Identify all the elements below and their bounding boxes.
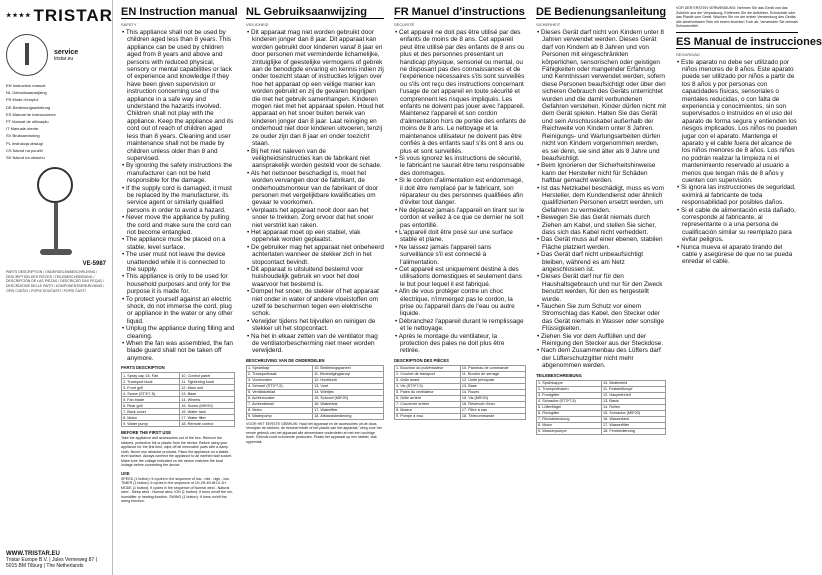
table-row: 9. Wasserpumpe 18. Fernbedienung [537,428,666,434]
safety-heading: VEILIGHEID [246,22,269,27]
safety-bullet: • Débranchez l'appareil durant le remplissage et le nettoyage. [395,317,524,333]
safety-bullet: • De gebruiker mag het apparaat niet onbeheerd achterlaten wanneer de stekker zich in het stopcontact bevindt. [247,243,384,266]
cover-column [0,0,113,575]
parts-heading: PARTS DESCRIPTION [121,365,165,371]
use-heading: USE [121,470,130,476]
table-row: 1. Spray cap 15. Fan 10. Control panel [122,373,235,379]
table-row: 2. Crochet de transport 11. Bouton de serrage [395,371,526,377]
safety-bullet: • Si el cable de alimentación está dañado, corresponde al fabricante, al representante o a una persona de cualificación similar su reemplazo para evitar peligros. [677,206,796,244]
parts-heading: BESCHRIJVING VAN DE ONDERDELEN [246,357,325,363]
table-row: 1. Sproeikap 10. Bedieningspaneel [247,365,384,371]
safety-bullet: • This appliance shall not be used by children aged less than 8 years. This appliance can be used by children aged from 8 years and above and persons with reduced physical, sensory or mental capabilities or lack of experience and knowledge if they have been given supervision or instruction concerning use of the appliance in a safe way and understand the hazards involved. Children shall not play with the appliance. Keep the appliance and its cord out of reach of children aged less than 8 years. Cleaning and user maintenance shall not be made by children unless older than 8 and supervised. [122,29,234,162]
product-image [35,167,77,259]
safety-bullet: • Ne déplacez jamais l'appareil en tirant sur le cordon et veillez à ce que ce dernier ne soit pas entortillé. [395,206,525,229]
use-text: SPEED (1 button): It cycles in the sequence of low - mid - high - low. TIMER (1 button): It cycles in the sequence of 1H-2H-4H-8H-0-1H. MODE (1 button): It cycles in the sequence of Normal wind - Natural wind - Sleep wind - Normal wind. ION (1 button): It turns on/off the ion, humidifier or heating function. SWING (1 button): It turns on/off the swing function. [121,476,233,504]
table-row: 4. Schraube (ST3*7,5) 13. Basis [537,398,666,404]
table-row: 4. Schroef (ST3*7,5) 13. Voet [247,383,384,389]
table-row: 7. Achterdeksel 16. Watertank [247,401,384,407]
table-row: 8. Motor 17. Water filter [122,415,235,421]
safety-bullet: • Si le cordon d'alimentation est endommagé, il doit être remplacé par le fabricant, son réparateur ou des personnes qualifiées afin d'éviter tout danger. [395,177,524,207]
table-row: 8. Motor 17. Wasserfilter [537,422,666,428]
table-row: 4. Vis (ST3*7,5) 13. Base [395,383,526,389]
table-row: 5. Fan blade 14. Wheels [122,397,235,403]
safety-bullet: • Après le montage du ventilateur, la protection des pales ne doit plus être retirée. [395,332,505,355]
language-item: DE Bedienungsanleitung [6,104,51,110]
safety-bullet: • Tauchen Sie zum Schutz vor einem Stromschlag das Kabel, den Stecker oder das Gerät niemals in Wasser oder sonstige Flüssigkeiten. [537,303,664,333]
safety-bullet: • Ziehen Sie vor dem Auffüllen und der Reinigung den Stecker aus der Steckdose. [537,332,664,348]
language-item: FR Mode d'emploi [6,97,39,103]
section-nl [242,0,388,575]
table-row: 4. Screw (ST3*7.5) 13. Base [122,391,235,397]
language-item: EN Instruction manual [6,83,46,88]
parts-table [246,365,384,420]
section-title: EN Instruction manual [121,6,238,18]
before-use-text: Take the appliance and accessories out of the box. Remove the stickers, protective foil or plastic from the device. Before using your appliance for the first time, wipe off all removable parts with a damp cloth. Never use abrasive products. Place the appliance on a stable, level surface. Always connect the appliance to an earthed wall socket. Make sure the voltage indicated on the device matches the local voltage before connecting the device. [121,436,233,468]
table-row: 3. Frontgitter 12. Haupteinheit [537,392,666,398]
table-row: 1. Sprühkappe 10. Bedienfeld [537,380,666,386]
parts-table [121,372,235,427]
model-number: VE-5987 [82,261,106,268]
table-row: 3. Voorrooster 12. Hoofdunit [247,377,384,383]
safety-bullet: • Si ignora las instrucciones de seguridad, eximirá al fabricante de toda responsabilidad por posibles daños. [677,184,796,207]
table-row: 5. Ventilatorblad 14. Wieltjes [247,389,384,395]
table-row: 8. Moteur 17. Filtre à eau [395,407,526,413]
table-row: 9. Pompe à eau 18. Télécommande [395,413,526,419]
language-item: CS Návod na použití [6,147,43,153]
safety-bullet: • Dit apparaat mag niet worden gebruikt door kinderen jonger dan 8 jaar. Dit apparaat kan worden gebruikt door kinderen vanaf 8 jaar en door personen met verminderde lichamelijke, zintuiglijke of geestelijke vermogens of gebrek aan de benodigde ervaring en kennis indien zij onder toezicht staan of instructies krijgen over hoe het apparaat op een veilige manier kan worden gebruikt en zij de gevaren begrijpen die met het gebruik samenhangen. Kinderen mogen niet met het apparaat spelen. Houd het apparaat en het snoer buiten bereik van kinderen jonger dan 8 jaar. Laat reiniging en onderhoud niet door kinderen uitvoeren, tenzij ze ouder zijn dan 8 jaar en onder toezicht staan. [247,29,384,148]
language-item: PL Instrukcja obsługi [6,140,43,146]
language-item: PT Manual de utilização [6,119,49,125]
table-row: 9. Water pump 18. Remote control [122,421,235,427]
table-row: 2. Transport hook 11. Tightening knob [122,379,235,385]
de-text: VOR DER ERSTEN VERWENDUNG: Nehmen Sie das Gerät und das Zubehör aus der Verpackung. Entfernen Sie die Aufkleber, Schutzfolie oder das Plastik vom Gerät. Wischen Sie vor der ersten Verwendung des Geräts alle abnehmbaren Teile mit einem feuchten Tuch ab. Verwenden Sie niemals Scheuermittel. [676,6,798,28]
section-de [532,0,670,575]
safety-bullet: • Si vous ignorez les instructions de sécurité, le fabricant ne saurait être tenu responsable des dommages. [395,154,525,177]
brand-logo [6,6,113,26]
safety-heading: SÉCURITÉ [394,22,415,27]
fan-icon [6,34,48,76]
safety-bullet: • Cet appareil ne doit pas être utilisé par des enfants de moins de 8 ans. Cet appareil peut être utilisé par des enfants de 8 ans ou plus et des personnes présentant un handicap physique, sensoriel ou mental, ou ne disposant pas des connaissances et de l'expérience nécessaires s'ils sont surveillés ou s'ils ont reçu des instructions concernant l'usage de cet appareil en toute sécurité et comprennent les risques impliqués. Les enfants ne doivent pas jouer avec l'appareil. Maintenez l'appareil et son cordon d'alimentation hors de portée des enfants de moins de 8 ans. Le nettoyage et la maintenance utilisateur ne doivent pas être confiés à des enfants sauf s'ils ont 8 ans ou plus et sont surveillés. [395,29,526,155]
parts-table [536,380,666,435]
section-fr [390,0,530,575]
table-row: 2. Transporthaak 11. Bevestigingsknop [247,371,384,377]
safety-bullet: • The user must not leave the device unattended while it is connected to the supply. [122,251,226,273]
safety-bullet: • Cet appareil est uniquement destiné à des utilisations domestiques et seulement dans le but pour lequel il est fabriqué. [395,266,522,288]
service-badge [6,34,106,76]
safety-bullet: • Dit apparaat is uitsluitend bestemd voor huishoudelijk gebruik en voor het doel waarvoor het bestemd is. [247,266,364,288]
table-row: 8. Motor 17. Waterfilter [247,407,384,413]
section-en [117,0,239,575]
table-row: 6. Rückgitter 15. Schraube (M5*20) [537,410,666,416]
table-row: 5. Pales du ventilateur 14. Roues [395,389,526,395]
safety-bullet: • Het apparaat moet op een stabiel, vlak oppervlak worden geplaatst. [247,228,361,244]
parts-heading: TEILEBESCHREIBUNG [536,372,582,378]
safety-bullet: • Dompel het snoer, de stekker of het apparaat niet onder in water of andere vloeistoffen om uzelf te beschermen tegen een elektrische schok. [247,288,379,318]
safety-bullet: • Das Gerät muss auf einer ebenen, stabilen Fläche platziert werden. [537,236,663,251]
company-address: Tristar Europe B.V. | Jules Verneweg 87 | 5015 BM Tilburg | The Netherlands [6,557,97,569]
language-item: SV Bruksanvisning [6,133,40,139]
safety-bullet: • Nach dem Zusammenbau des Lüfters darf der Lüfterschutzgitter nicht mehr abgenommen werden. [537,347,661,370]
safety-bullet: • Nunca mueva el aparato tirando del cable y asegúrese de que no se pueda enredar el cable. [677,243,793,266]
footer [6,551,106,569]
safety-bullet: • Dieses Gerät darf nicht von Kindern unter 8 Jahren verwendet werden. Dieses Gerät darf von Kindern ab 8 Jahren und von Personen mit eingeschränkten körperlichen, sensorischen oder geistigen Fähigkeiten oder mangelnder Erfahrung und Kenntnissen verwendet werden, sofern diese Personen beaufsichtigt oder über den sicheren Gebrauch des Geräts unterrichtet wurden und die damit verbundenen Gefahren verstehen. Kinder dürfen nicht mit dem Gerät spielen. Halten Sie das Gerät und sein Anschlusskabel außerhalb der Reichweite von Kindern unter 8 Jahren. Reinigungs- und Wartungsarbeiten dürfen nicht von Kindern vorgenommen werden, es sei denn, sie sind älter als 8 Jahre und beaufsichtigt. [537,29,666,162]
safety-heading: SEGURIDAD [676,51,700,57]
nl-text: VOOR HET EERSTE GEBRUIK: Haal het apparaat en de accessoires uit de doos. Verwijder de stickers, de beschermfolie of het plastic van het apparaat. Veeg voor het eerste gebruik van het apparaat alle afneembare onderdelen af met een vochtige doek. Gebruik nooit schurende producten. Plaats het apparaat op een stabiel, vlak oppervlak. [246,421,382,444]
safety-bullet: • Ne laissez jamais l'appareil sans surveillance s'il est connecté à l'alimentation. [395,243,492,266]
safety-bullet: • Na het in elkaar zetten van de ventilator mag de ventilatorbescherming niet meer worden verwijderd. [247,332,378,355]
safety-bullet: • Das Gerät darf nicht unbeaufsichtigt bleiben, während es am Netz angeschlossen ist. [537,251,643,273]
table-row: 2. Transporthaken 11. Feststellknopf [537,386,666,392]
parts-table [394,365,526,420]
language-item: IT Manuale utente [6,126,39,132]
brand-stars: ★★★★ [6,13,32,19]
safety-heading: SAFETY [121,22,137,27]
product-note: PARTS DESCRIPTION / ONDERDELENBESCHRIJVING / DESCRIPTION DES PIÈCES / TEILEBESCHREIBUNG / DESCRIPCIÓN DE LAS PIEZAS / DESCRIÇÃO DAS PEÇAS / DESCRIZIONE DELLE PARTI / KOMPONENTBESKRIVNING / OPIS CZĘŚCI / POPIS SOUČÁSTÍ / POPIS ČASTÍ [6,270,105,293]
section-title: FR Manuel d'instructions [394,6,525,18]
table-row: 6. Achterrooster 15. Schroef (M5*20) [247,395,384,401]
table-row: 5. Lüfterflügel 14. Rollen [537,404,666,410]
language-item: NL Gebruiksaanwijzing [6,90,47,96]
table-row: 3. Grille avant 12. Unité principale [395,377,526,383]
language-item: ES Manual de instrucciones [6,111,56,117]
service-sub: tristar.eu [54,55,74,62]
safety-heading: SICHERHEIT [536,22,561,27]
service-label: service [54,48,79,56]
safety-bullet: • Ist das Netzkabel beschädigt, muss es vom Hersteller, dem Kundendienst oder ähnlich qualifizierten Personen ersetzt werden, um Gefahren zu vermeiden. [537,184,664,214]
safety-bullet: • By ignoring the safety instructions the manufacturer can not be held responsible for the damage. [122,162,233,185]
language-item: SK Návod na obsluhu [6,155,45,161]
brand-name: TRISTAR [33,6,113,25]
language-list [6,82,106,161]
safety-bullet: • Bewegen Sie das Gerät niemals durch Ziehen am Kabel, und stellen Sie sicher, dass sich das Kabel nicht verheddert. [537,214,657,236]
safety-bullet: • When the fan was assembled, the fan blade guard shall not be taken off anymore. [122,340,233,362]
safety-bullet: • This appliance is only to be used for household purposes and only for the purpose it is made for. [122,273,231,296]
table-row: 6. Rear grill 15. Screw (M5*20) [122,403,235,409]
safety-bullet: • Este aparato no debe ser utilizado por niños menores de 8 años. Este aparato puede ser utilizado por niños a partir de los 8 años y por personas con capacidades físicas, sensoriales o mentales reducidas, o con falta de experiencia y conocimientos, sin son supervisados o instruidos en el uso del aparato de forma segura y entienden los riesgos implicados. Los niños no pueden jugar con el aparato. Mantenga el aparato y el cable fuera del alcance de los niños menores de 8 años. Los niños no podrán realizar la limpieza ni el mantenimiento reservado al usuario a menos que tengan más de 8 años y cuenten con supervisión. [677,58,798,184]
section-title: NL Gebruiksaanwijzing [246,6,384,19]
safety-bullet: • Als het netsnoer beschadigd is, moet het worden vervangen door de fabrikant, de onderhoudsmonteur van de fabrikant of door personen met vergelijkbare kwalificaties om gevaar te voorkomen. [247,169,379,207]
section-title: DE Bedienungsanleitung [536,6,667,18]
table-row: 7. Couvercle arrière 16. Réservoir d'eau [395,401,526,407]
table-row: 7. Rückabdeckung 16. Wassertank [537,416,666,422]
table-row: 9. Waterpomp 18. Afstandsbediening [247,413,384,419]
table-row: 6. Grille arrière 15. Vis (M5*20) [395,395,526,401]
safety-bullet: • Beim Ignorieren der Sicherheitshinweise kann der Hersteller nicht für Schäden haftbar gemacht werden. [537,162,656,185]
safety-bullet: • The appliance must be placed on a stable, level surface. [122,236,226,251]
safety-bullet: • Unplug the appliance during filling and cleaning. [122,325,235,340]
table-row: 3. Front grill 12. Main unit [122,385,235,391]
parts-heading: DESCRIPTION DES PIÈCES [394,357,449,363]
safety-bullet: • Bij het niet naleven van de veiligheidsinstructies kan de fabrikant niet aansprakelijk worden gesteld voor de schade. [247,147,382,170]
website-url: WWW.TRISTAR.EU [6,551,60,557]
table-row: 1. Bouchon du pulvérisateur 10. Panneau de commande [395,365,526,371]
safety-bullet: • To protect yourself against an electric shock, do not immerse the cord, plug or appliance in the water or any other liquid. [122,295,233,325]
safety-bullet: • L'appareil doit être posé sur une surface stable et plane. [395,228,513,244]
safety-bullet: • Dieses Gerät darf nur für den Haushaltsgebrauch und nur für den Zweck benutzt werden, für den es hergestellt wurde. [537,273,663,303]
safety-bullet: • Verwijder tijdens het bijvullen en reinigen de stekker uit het stopcontact. [247,317,376,333]
before-use-heading: BEFORE THE FIRST USE [121,430,172,436]
table-row: 7. Back cover 16. Water tank [122,409,235,415]
section-title: ES Manual de instrucciones [676,35,822,48]
safety-bullet: • Verplaats het apparaat nooit door aan het snoer te trekken. Zorg ervoor dat het snoer niet verstrikt kan raken. [247,206,374,229]
safety-bullet: • If the supply cord is damaged, it must be replaced by the manufacturer, its service agent or similarly qualified persons in order to avoid a hazard. [122,184,232,214]
safety-bullet: • Afin de vous protéger contre un choc électrique, n'immergez pas le cordon, la prise ou l'appareil dans de l'eau ou autre liquide. [395,288,515,318]
section-es [672,0,822,575]
safety-bullet: • Never move the appliance by pulling the cord and make sure the cord can not become entangled. [122,214,232,236]
